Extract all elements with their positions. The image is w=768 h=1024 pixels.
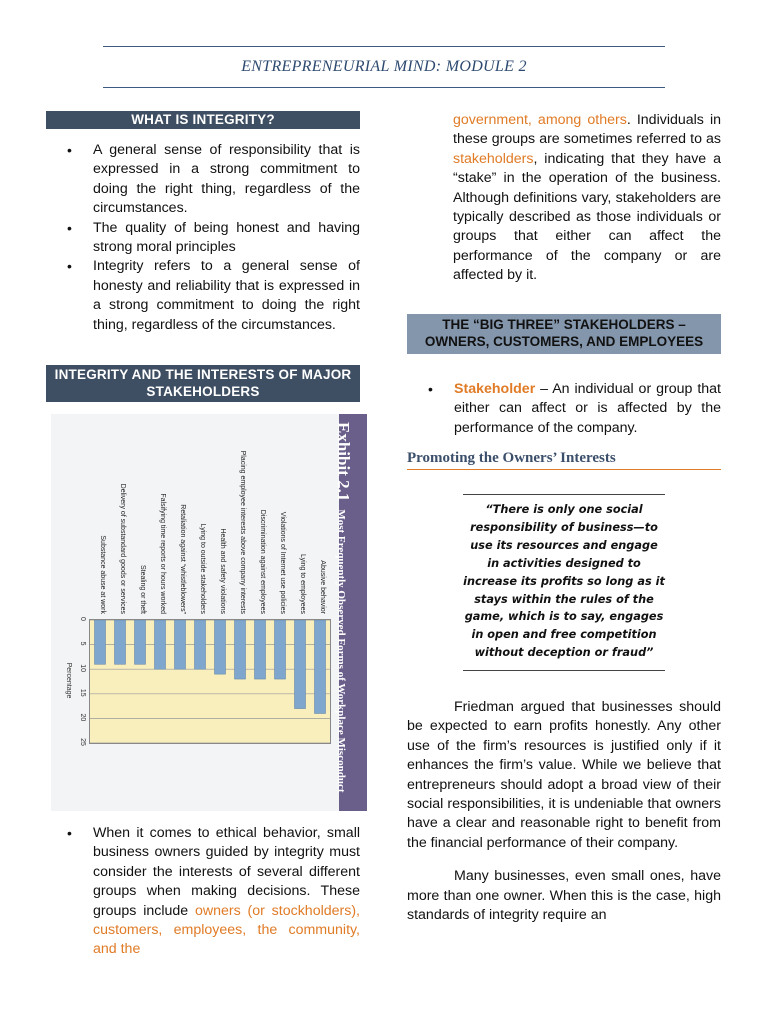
section-heading-big-three bbox=[407, 314, 721, 354]
axis-label: Percentage bbox=[65, 662, 72, 699]
category-label: Lying to employees bbox=[299, 553, 306, 614]
subheading-owners-interests: Promoting the Owners’ Interests bbox=[407, 450, 721, 470]
paragraph-text: . Individuals in these groups are sometimes referred to as bbox=[453, 112, 721, 148]
category-label: Discrimination against employees bbox=[259, 509, 266, 614]
tick-label: 25 bbox=[79, 738, 86, 746]
tick-label: 10 bbox=[78, 664, 86, 673]
header-rule-bottom bbox=[103, 87, 665, 88]
page-header-title: ENTREPRENEURIAL MIND: MODULE 2 bbox=[241, 58, 527, 75]
section-heading-stakeholders bbox=[46, 365, 360, 402]
exhibit-number: Exhibit 2.1 bbox=[334, 422, 353, 502]
category-label: Substance abuse at work bbox=[99, 535, 106, 614]
category-label: Retaliation against “whistleblowers” bbox=[179, 504, 186, 614]
list-item: • Integrity refers to a general sense of honesty and reliability that is expressed in a strong commitment to doing the right thing, regardless of the circumstances. bbox=[46, 257, 360, 335]
tick-label: 0 bbox=[79, 617, 86, 621]
stakeholder-definition bbox=[407, 380, 721, 438]
category-label: Violations of Internet use policies bbox=[279, 511, 286, 614]
paragraph-text: , indicating that they have a “stake” in the operation of the business. Although definitions vary, stakeholders are typically described as those individuals or groups that either can affect the performance of the company or are affected by it. bbox=[453, 150, 721, 284]
category-label: Placing employee interests above company interests bbox=[239, 450, 246, 614]
category-label: Lying to outside stakeholders bbox=[199, 523, 206, 614]
section-heading-text: THE “BIG THREE” STAKEHOLDERS – OWNERS, CUSTOMERS, AND EMPLOYEES bbox=[424, 317, 704, 349]
exhibit-subtitle: Most Frequently Observed Forms of Workplace Misconduct bbox=[335, 509, 347, 793]
tick-label: 5 bbox=[79, 641, 86, 646]
right-column-intro bbox=[453, 111, 721, 286]
tick-label: 15 bbox=[79, 688, 86, 697]
stakeholder-term: Stakeholder bbox=[454, 381, 536, 397]
stakeholders-highlight-cont: government, among others bbox=[453, 112, 627, 128]
paragraph-multiple-owners: Many businesses, even small ones, have more than one owner. When this is the case, high standards of integrity require an bbox=[407, 868, 721, 924]
left-paragraph bbox=[46, 824, 360, 960]
integrity-definition-list bbox=[46, 141, 360, 335]
stakeholders-term-highlight: stakeholders bbox=[453, 150, 534, 167]
paragraph-text: When it comes to ethical behavior, small business owners guided by integrity must consider the interests of several different groups when making decisions. These groups include bbox=[93, 825, 360, 919]
header-rule-top bbox=[103, 46, 665, 47]
tick-label: 20 bbox=[79, 713, 86, 722]
category-label: Health and safety violations bbox=[219, 528, 226, 614]
category-label: Delivery of substandard goods or services bbox=[119, 483, 126, 614]
friedman-quote: “There is only one social responsibility of business—to use its resources and engage in activities designed to increase its profits so long as it stays within the rules of the game, which is to say, engages in open and free competition without deception or fraud” bbox=[463, 494, 665, 671]
category-label: Abusive behavior bbox=[319, 560, 326, 614]
section-heading-what-is-integrity: WHAT IS INTEGRITY? bbox=[46, 111, 360, 129]
list-item: • A general sense of responsibility that is expressed in a strong commitment to doing the right thing, regardless of the circumstances. bbox=[46, 141, 360, 219]
category-label: Falsifying time reports or hours worked bbox=[159, 493, 166, 614]
list-item bbox=[46, 824, 360, 960]
list-item: • The quality of being honest and having strong moral principles bbox=[46, 219, 360, 258]
right-paragraphs bbox=[407, 698, 721, 925]
stakeholder-groups-highlight: owners (or stockholders), customers, employees, the community, and the bbox=[93, 902, 360, 958]
section-heading-text: INTEGRITY AND THE INTERESTS OF MAJOR STAKEHOLDERS bbox=[54, 367, 352, 399]
category-label: Stealing or theft bbox=[139, 564, 146, 614]
left-column bbox=[46, 111, 360, 335]
exhibit-chart bbox=[51, 414, 367, 811]
chart-labels bbox=[51, 414, 341, 811]
list-item bbox=[407, 380, 721, 438]
paragraph-friedman: Friedman argued that businesses should be expected to earn profits honestly. Any other use of the firm’s resources is justified only if it enhances the firm’s value. While we believe that entrepreneurs should adopt a broad view of their social responsibilities, it is undeniable that owners have a clear and reasonable right to benefit from the financial performance of their company. bbox=[407, 699, 721, 851]
definition-text: – An individual or group that either can affect or is affected by the performance of the company. bbox=[454, 381, 721, 436]
